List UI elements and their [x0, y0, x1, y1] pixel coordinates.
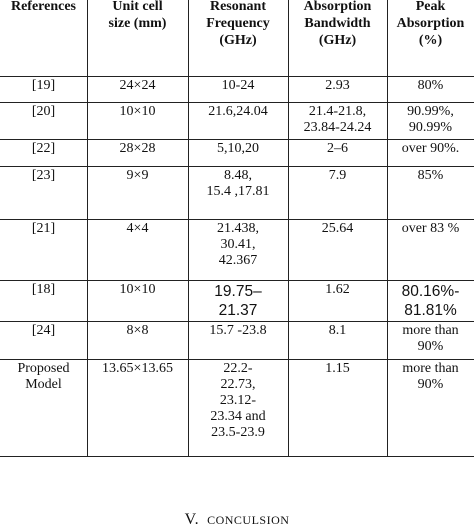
header-references — [0, 0, 87, 15]
cell-line: Model — [25, 377, 62, 392]
cell-line: 80% — [417, 78, 444, 93]
row-divider — [0, 359, 474, 360]
row-divider — [0, 76, 474, 77]
cell-line: 42.367 — [218, 253, 258, 268]
header-line: Resonant — [209, 0, 266, 14]
cell-line: 1.15 — [325, 361, 350, 376]
cell-resonant-frequency — [188, 282, 288, 320]
cell-resonant-frequency — [188, 323, 288, 339]
header-line: References — [10, 0, 77, 14]
cell-line: 8.48, — [224, 168, 252, 183]
cell-absorption-bandwidth — [288, 221, 387, 237]
header-absorption-bandwidth — [288, 0, 387, 49]
cell-line: [18] — [31, 282, 56, 297]
cell-line: 85% — [417, 168, 444, 183]
header-resonant-frequency — [188, 0, 288, 49]
header-line: Absorption — [396, 16, 465, 31]
cell-line: 2.93 — [325, 78, 350, 93]
cell-line: 25.64 — [321, 221, 354, 236]
cell-peak-absorption — [387, 168, 474, 184]
cell-absorption-bandwidth — [288, 323, 387, 339]
cell-line: 81.81% — [404, 302, 457, 319]
section-heading — [0, 511, 474, 529]
header-line: size (mm) — [108, 16, 167, 31]
cell-unit-cell-size — [87, 221, 188, 237]
row-divider — [0, 456, 474, 457]
cell-absorption-bandwidth — [288, 141, 387, 157]
cell-line: 21.4-21.8, — [308, 104, 367, 119]
cell-references — [0, 104, 87, 120]
cell-unit-cell-size — [87, 141, 188, 157]
cell-line: 10×10 — [119, 282, 156, 297]
cell-peak-absorption — [387, 361, 474, 393]
cell-line: more than — [402, 323, 459, 338]
cell-line: 19.75– — [214, 283, 262, 300]
row-divider — [0, 139, 474, 140]
cell-unit-cell-size — [87, 168, 188, 184]
cell-absorption-bandwidth — [288, 282, 387, 298]
cell-line: 4×4 — [126, 221, 149, 236]
cell-line: over 90%. — [401, 141, 460, 156]
cell-peak-absorption — [387, 282, 474, 320]
section-title: CONCULSION — [207, 513, 290, 527]
cell-line: 30.41, — [220, 237, 256, 252]
section-number: V. — [184, 511, 200, 528]
cell-unit-cell-size — [87, 361, 188, 377]
cell-line: 10×10 — [119, 104, 156, 119]
cell-resonant-frequency — [188, 221, 288, 269]
cell-absorption-bandwidth — [288, 168, 387, 184]
cell-resonant-frequency — [188, 141, 288, 157]
cell-line: 21.438, — [217, 221, 259, 236]
cell-line: more than — [402, 361, 459, 376]
cell-line: 7.9 — [328, 168, 347, 183]
row-divider — [0, 219, 474, 220]
cell-line: [24] — [31, 323, 56, 338]
cell-resonant-frequency — [188, 104, 288, 120]
cell-peak-absorption — [387, 221, 474, 237]
cell-resonant-frequency — [188, 168, 288, 200]
cell-unit-cell-size — [87, 323, 188, 339]
cell-line: 23.5-23.9 — [211, 425, 265, 440]
cell-references — [0, 282, 87, 298]
cell-line: 23.34 and — [210, 409, 266, 424]
header-line: (GHz) — [318, 33, 357, 48]
header-line: Bandwidth — [304, 16, 371, 31]
cell-line: 80.16%- — [401, 283, 460, 300]
row-divider — [0, 166, 474, 167]
row-divider — [0, 280, 474, 281]
cell-line: 2–6 — [327, 141, 348, 156]
cell-line: 9×9 — [126, 168, 149, 183]
header-line: Unit cell — [112, 0, 163, 14]
cell-line: 22.73, — [220, 377, 256, 392]
header-line: (%) — [418, 33, 443, 48]
cell-line: 90.99% — [408, 120, 453, 135]
cell-unit-cell-size — [87, 282, 188, 298]
cell-line: [21] — [31, 221, 56, 236]
header-line: Peak — [415, 0, 446, 14]
cell-line: 90.99%, — [407, 104, 454, 119]
header-unit-cell-size — [87, 0, 188, 32]
cell-references — [0, 141, 87, 157]
cell-line: 13.65×13.65 — [102, 361, 173, 376]
cell-line: 23.84-24.24 — [303, 120, 372, 135]
cell-peak-absorption — [387, 104, 474, 136]
cell-references — [0, 323, 87, 339]
cell-unit-cell-size — [87, 78, 188, 94]
header-line: Frequency — [206, 16, 270, 31]
cell-references — [0, 78, 87, 94]
cell-line: [22] — [31, 141, 56, 156]
cell-line: 23.12- — [219, 393, 257, 408]
cell-line: 22.2- — [223, 361, 253, 376]
cell-peak-absorption — [387, 323, 474, 355]
header-peak-absorption — [387, 0, 474, 49]
cell-line: 21.37 — [218, 302, 258, 319]
cell-references — [0, 168, 87, 184]
cell-unit-cell-size — [87, 104, 188, 120]
cell-line: Proposed — [17, 361, 70, 376]
cell-resonant-frequency — [188, 361, 288, 441]
cell-line: 90% — [417, 339, 444, 354]
cell-line: 10-24 — [221, 78, 255, 93]
cell-line: 15.4 ,17.81 — [206, 184, 270, 199]
cell-line: [19] — [31, 78, 56, 93]
cell-absorption-bandwidth — [288, 104, 387, 136]
cell-line: over 83 % — [401, 221, 460, 236]
cell-resonant-frequency — [188, 78, 288, 94]
row-divider — [0, 321, 474, 322]
cell-line: 8×8 — [126, 323, 149, 338]
cell-line: 24×24 — [119, 78, 156, 93]
cell-absorption-bandwidth — [288, 78, 387, 94]
cell-line: 90% — [417, 377, 444, 392]
cell-absorption-bandwidth — [288, 361, 387, 377]
cell-line: [23] — [31, 168, 56, 183]
cell-line: 15.7 -23.8 — [209, 323, 267, 338]
cell-peak-absorption — [387, 141, 474, 157]
cell-line: 5,10,20 — [217, 141, 259, 156]
header-line: (GHz) — [219, 33, 257, 48]
cell-references — [0, 221, 87, 237]
cell-line: 21.6,24.04 — [208, 104, 268, 119]
cell-line: 28×28 — [119, 141, 156, 156]
cell-references — [0, 361, 87, 393]
cell-line: 8.1 — [328, 323, 347, 338]
row-divider — [0, 102, 474, 103]
cell-peak-absorption — [387, 78, 474, 94]
cell-line: [20] — [31, 104, 56, 119]
header-line: Absorption — [303, 0, 372, 14]
cell-line: 1.62 — [325, 282, 350, 297]
